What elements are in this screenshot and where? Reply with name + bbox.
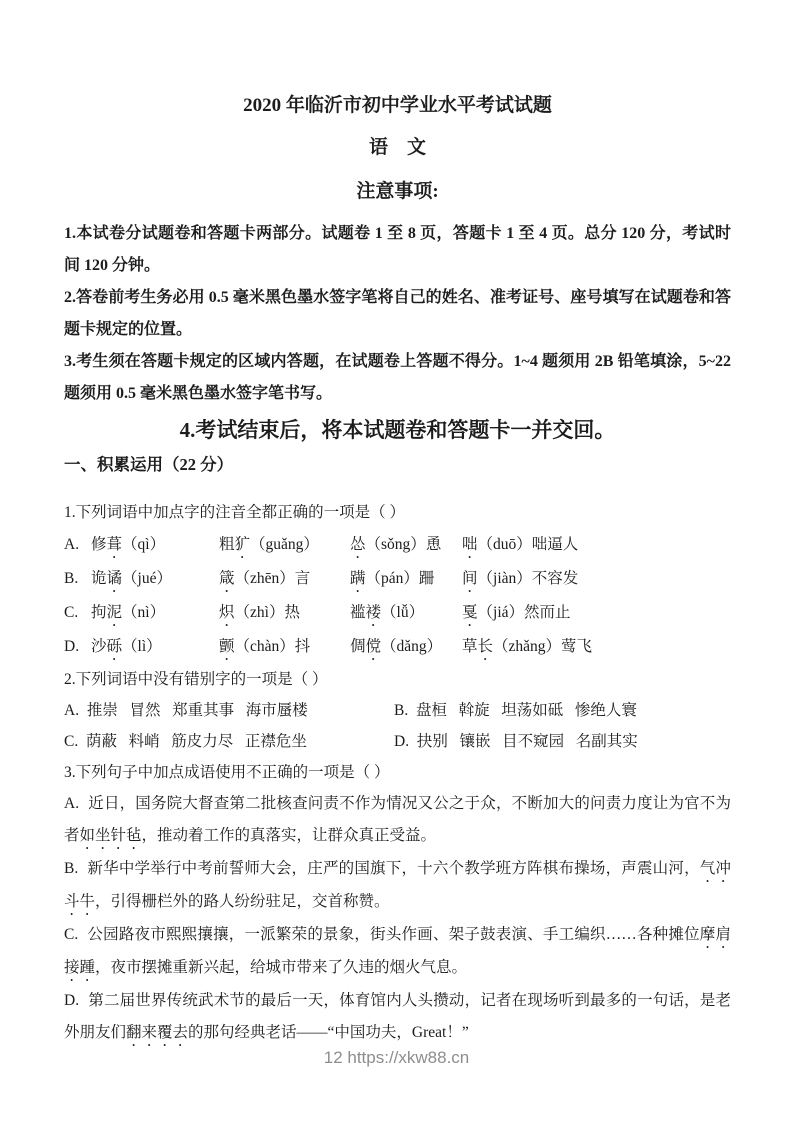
page-footer-watermark: 12 https://xkw88.cn [323,1048,470,1067]
q2-option-d: D. 抉别 镶嵌 目不窥园 名副其实 [394,732,638,750]
q1-option-row-c [64,596,731,630]
q1-term [462,630,592,664]
term-pinyin: （guǎng） [250,535,319,553]
section-heading: 一、积累运用（22 分） [64,455,234,474]
q1-term [91,528,219,562]
term-emphasized-char: 炽 [219,603,235,621]
option-label: C. [64,603,79,621]
q1-option-row-b [64,562,731,596]
option-text: ，推动着工作的真落实，让群众真正受益。 [141,826,437,844]
notice-list [64,218,731,410]
question-2-stem: 2.下列词语中没有错别字的一项是（ ） [64,670,328,688]
notice-item-2: 2.答卷前考生务必用 0.5 毫米黑色墨水签字笔将自己的姓名、准考证号、座号填写在试题卷和答题卡规定的位置。 [64,289,731,338]
q1-term [350,562,462,596]
q1-term [219,596,350,630]
term-text: 修 [91,535,107,553]
term-emphasized-char: 颤 [219,637,235,655]
term-emphasized-char: 葺 [106,535,123,553]
q1-option-row-d [64,630,731,664]
question-1-stem: 1.下列词语中加点字的注音全都正确的一项是（ ） [64,503,406,521]
term-emphasized-char: 怂 [350,535,366,553]
q2-option-row-2 [64,726,731,757]
term-emphasized-char: 傥 [365,637,382,655]
option-label: D. [64,991,80,1009]
term-pinyin: （qì） [122,535,166,553]
q1-term [462,528,578,562]
option-text: 第二届世界传统武术节的最后一天，体育馆内人头攒动，记者在现场听到最多的一句话，是老外朋友们 [64,991,731,1041]
option-text: 公园路夜市熙熙攘攘，一派繁荣的景象，街头作画、架子鼓表演、手工编织……各种摊位 [87,925,700,943]
q1-term [350,630,462,664]
term-emphasized-char: 箴 [219,569,235,587]
term-text: 倜 [350,637,366,655]
option-text: 近日，国务院大督查第二批核查问责不作为情况又公之于众，不断加大的问责力度让为官不为者 [64,794,731,844]
option-text: 新华中学举行中考前誓师大会，庄严的国旗下，十六个教学班方阵棋布操场，声震山河， [87,859,700,877]
term-pinyin: （dǎng） [381,637,443,655]
notice-heading: 注意事项: [356,181,439,202]
emphasized-idiom: 气冲斗牛 [64,859,731,910]
option-text: ，引得栅栏外的路人纷纷驻足，交首称赞。 [95,892,390,910]
term-pinyin: （jiàn）不容发 [477,569,579,587]
term-pinyin: （jué） [122,569,172,587]
q1-term [462,562,578,596]
q3-option-d [64,985,731,1050]
term-emphasized-char: 砾 [106,637,123,655]
term-pinyin: （lǚ） [381,603,425,621]
term-pinyin: （chàn）抖 [234,637,311,655]
term-pinyin: （jiá）然而止 [477,603,571,621]
term-pinyin: （duō）咄逼人 [477,535,579,553]
option-text: ，夜市摆摊重新兴起，给城市带来了久违的烟火气息。 [95,958,468,976]
term-emphasized-char: 戛 [462,603,478,621]
emphasized-idiom: 如坐针毡 [79,826,142,844]
term-text: 沙 [91,637,107,655]
term-emphasized-char: 泥 [106,603,123,621]
term-text: 拘 [91,603,107,621]
term-text: 诡 [91,569,107,587]
q2-option-b: B. 盘桓 斡旋 坦荡如砥 惨绝人寰 [394,701,637,719]
term-pinyin: （lì） [122,637,162,655]
q1-term [219,630,350,664]
q1-term [219,528,350,562]
term-text: 草 [462,637,478,655]
q1-term [350,528,462,562]
q1-term [350,596,462,630]
question-3-stem: 3.下列句子中加点成语使用不正确的一项是（ ） [64,763,390,781]
q1-option-row-a [64,528,731,562]
notice-item-3: 3.考生须在答题卡规定的区域内答题，在试题卷上答题不得分。1~4 题须用 2B 铅笔填涂，5~22 题须用 0.5 毫米黑色墨水签字笔书写。 [64,353,731,402]
term-emphasized-char: 谲 [106,569,123,587]
term-pinyin: （sǒng）恿 [365,535,442,553]
q2-option-a: A. 推崇 冒然 郑重其事 海市蜃楼 [64,701,308,719]
emphasized-idiom: 翻来覆去 [126,1023,189,1041]
q2-option-c: C. 荫蔽 料峭 筋皮力尽 正襟危坐 [64,732,307,750]
q2-option-row-1 [64,695,731,726]
q1-term [91,596,219,630]
term-emphasized-char: 间 [462,569,478,587]
notice-item-4-final: 4.考试结束后，将本试题卷和答题卡一并交回。 [179,418,616,442]
term-emphasized-char: 犷 [234,535,251,553]
term-pinyin: （zhǎng）莺飞 [493,637,593,655]
option-label: C. [64,925,79,943]
page-title: 2020 年临沂市初中学业水平考试试题 [243,95,552,116]
term-emphasized-char: 长 [477,637,494,655]
q3-option-c [64,919,731,985]
term-pinyin: （zhēn）言 [234,569,311,587]
term-emphasized-char: 蹒 [350,569,366,587]
term-emphasized-char: 咄 [462,535,478,553]
q3-option-b [64,853,731,919]
q1-term [91,562,219,596]
option-text: 的那句经典老话——“中国功夫，Great！” [188,1023,469,1041]
option-label: B. [64,569,79,587]
q1-term [91,630,219,664]
option-label: B. [64,859,79,877]
term-emphasized-char: 褛 [365,603,382,621]
term-pinyin: （nì） [122,603,166,621]
option-label: A. [64,794,80,812]
q3-option-a [64,788,731,853]
term-text: 褴 [350,603,366,621]
term-pinyin: （zhì）热 [234,603,300,621]
notice-item-1: 1.本试卷分试题卷和答题卡两部分。试题卷 1 至 8 页，答题卡 1 至 4 页。总分 120 分，考试时间 120 分钟。 [64,225,731,274]
q1-term [219,562,350,596]
subject-title: 语 文 [368,137,426,158]
option-label: D. [64,637,80,655]
emphasized-idiom: 摩肩接踵 [64,925,731,976]
term-pinyin: （pán）跚 [365,569,435,587]
q1-term [462,596,571,630]
option-label: A. [64,535,80,553]
term-text: 粗 [219,535,235,553]
